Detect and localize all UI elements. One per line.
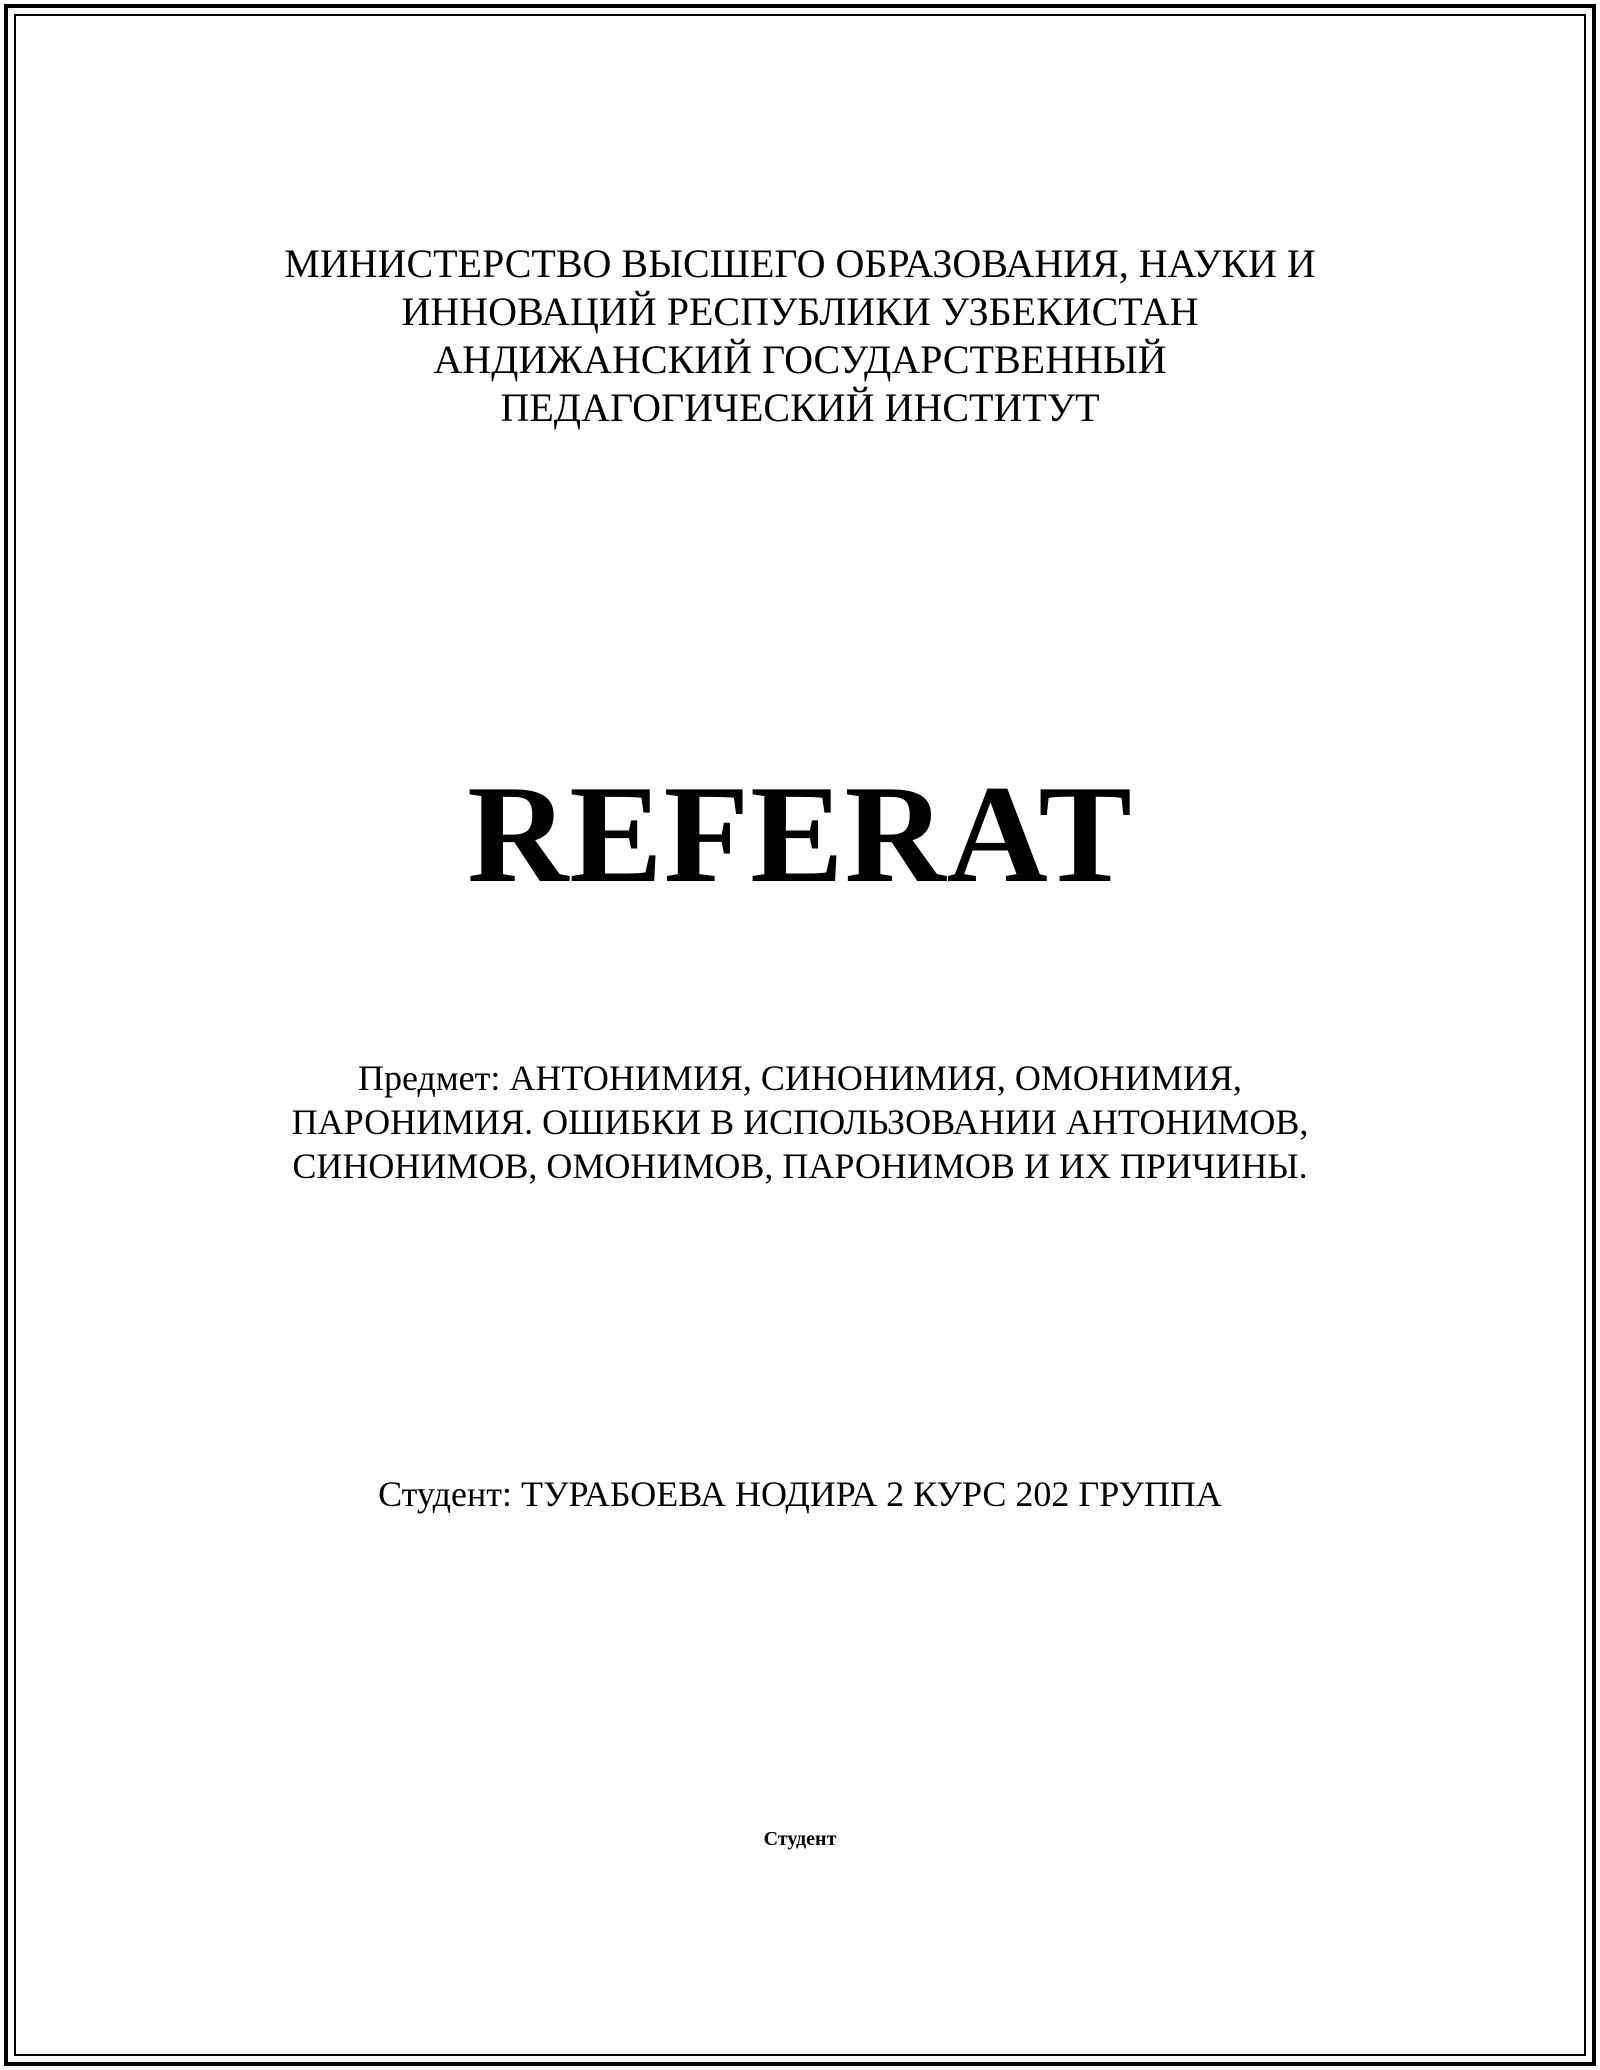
footer-student-label: Студент	[763, 1828, 837, 1850]
subject-line: СИНОНИМОВ, ОМОНИМОВ, ПАРОНИМОВ И ИХ ПРИЧИНЫ.	[292, 1146, 1308, 1186]
institution-line: МИНИСТЕРСТВО ВЫСШЕГО ОБРАЗОВАНИЯ, НАУКИ И	[284, 241, 1316, 286]
subject-line: Предмет: АНТОНИМИЯ, СИНОНИМИЯ, ОМОНИМИЯ,	[358, 1058, 1242, 1098]
institution-line: АНДИЖАНСКИЙ ГОСУДАРСТВЕННЫЙ	[433, 337, 1167, 382]
institution-header	[0, 240, 1600, 432]
subject-line: ПАРОНИМИЯ. ОШИБКИ В ИСПОЛЬЗОВАНИИ АНТОНИМОВ,	[291, 1102, 1309, 1142]
document-title: REFERAT	[467, 757, 1133, 912]
institution-line: ИННОВАЦИЙ РЕСПУБЛИКИ УЗБЕКИСТАН	[401, 289, 1199, 334]
student-info: Студент: ТУРАБОЕВА НОДИРА 2 КУРС 202 ГРУППА	[378, 1474, 1222, 1514]
institution-line: ПЕДАГОГИЧЕСКИЙ ИНСТИТУТ	[500, 385, 1100, 430]
subject-block	[0, 1056, 1600, 1188]
